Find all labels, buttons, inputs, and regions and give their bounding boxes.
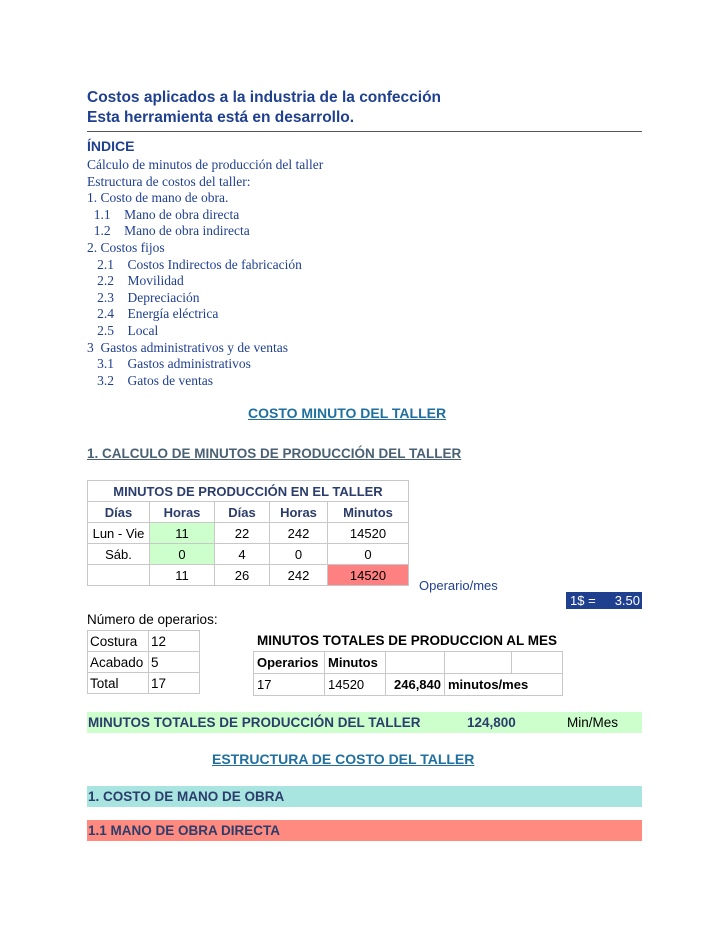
table-row <box>88 673 200 694</box>
table-row <box>254 652 563 674</box>
section-costo-minuto: COSTO MINUTO DEL TALLER <box>248 405 447 421</box>
table-row <box>88 544 409 565</box>
index-item[interactable]: 1. Costo de mano de obra. <box>87 190 229 206</box>
table-row <box>88 565 409 586</box>
table-row <box>254 674 563 696</box>
table-cell[interactable]: 14520 <box>328 565 409 586</box>
mano-obra-label: 1. COSTO DE MANO DE OBRA <box>88 789 285 804</box>
index-item[interactable]: 3.2 Gatos de ventas <box>87 372 213 388</box>
header-divider <box>87 131 642 132</box>
table-cell[interactable]: 0 <box>150 544 215 565</box>
table-cell[interactable]: 242 <box>270 523 328 544</box>
table-cell[interactable] <box>88 565 150 586</box>
table-row <box>88 523 409 544</box>
mano-obra-directa-label: 1.1 MANO DE OBRA DIRECTA <box>88 823 281 838</box>
index-heading: ÍNDICE <box>87 138 135 154</box>
table-cell[interactable]: 242 <box>270 565 328 586</box>
column-header: Minutos <box>328 502 409 523</box>
monthly-minutes-title: MINUTOS TOTALES DE PRODUCCION AL MES <box>257 633 558 648</box>
index-item[interactable]: 2.1 Costos Indirectos de fabricación <box>87 256 302 272</box>
table-cell[interactable]: 17 <box>149 673 200 694</box>
table-cell[interactable]: Costura <box>88 631 149 652</box>
table-cell[interactable]: Lun - Vie <box>88 523 150 544</box>
exchange-label: 1$ = <box>570 593 596 608</box>
index-item[interactable]: 2.3 Depreciación <box>87 289 200 305</box>
index-item[interactable]: 1.2 Mano de obra indirecta <box>87 223 250 239</box>
production-minutes-table <box>87 480 409 586</box>
column-header: Horas <box>270 502 328 523</box>
index-list <box>87 157 323 389</box>
exchange-rate-cell[interactable] <box>566 592 642 609</box>
table-cell[interactable]: 26 <box>215 565 270 586</box>
column-header: Horas <box>150 502 215 523</box>
index-item[interactable]: 2. Costos fijos <box>87 239 165 255</box>
operario-mes-note: Operario/mes <box>419 578 498 593</box>
total-minutes-band <box>87 712 642 733</box>
table-cell[interactable]: minutos/mes <box>445 674 563 696</box>
operators-table <box>87 630 200 694</box>
index-item[interactable]: 2.4 Energía eléctrica <box>87 306 219 322</box>
table-cell[interactable] <box>386 652 445 674</box>
column-header: Días <box>88 502 150 523</box>
total-minutes-label: MINUTOS TOTALES DE PRODUCCIÓN DEL TALLER <box>88 715 421 730</box>
table-cell[interactable]: 22 <box>215 523 270 544</box>
exchange-value: 3.50 <box>614 593 640 608</box>
table-cell[interactable]: 5 <box>149 652 200 673</box>
table-cell[interactable]: 0 <box>328 544 409 565</box>
table-cell[interactable]: Acabado <box>88 652 149 673</box>
index-item[interactable]: 1.1 Mano de obra directa <box>87 206 240 222</box>
index-item[interactable]: 3 Gastos administrativos y de ventas <box>87 339 288 355</box>
table-cell[interactable]: 11 <box>150 565 215 586</box>
table-cell[interactable]: 246,840 <box>386 674 445 696</box>
document-subtitle: Esta herramienta está en desarrollo. <box>87 109 355 126</box>
table-cell[interactable]: 11 <box>150 523 215 544</box>
table-cell[interactable]: 14520 <box>328 523 409 544</box>
mano-obra-directa-band <box>87 820 642 841</box>
table-cell[interactable] <box>512 652 563 674</box>
column-header: Días <box>215 502 270 523</box>
index-item[interactable]: 2.5 Local <box>87 322 159 338</box>
table-cell[interactable]: 17 <box>254 674 325 696</box>
document-title: Costos aplicados a la industria de la confección <box>87 89 442 106</box>
operators-label: Número de operarios: <box>87 612 218 627</box>
mano-obra-band <box>87 786 642 807</box>
index-item[interactable]: Estructura de costos del taller: <box>87 173 251 189</box>
column-header: Operarios <box>254 652 325 674</box>
section-calculo-minutos: 1. CALCULO DE MINUTOS DE PRODUCCIÓN DEL TALLER <box>87 446 462 461</box>
table-row <box>88 652 200 673</box>
production-table-title: MINUTOS DE PRODUCCIÓN EN EL TALLER <box>88 481 409 502</box>
total-minutes-unit: Min/Mes <box>567 715 619 730</box>
table-cell[interactable]: Sáb. <box>88 544 150 565</box>
table-cell[interactable]: 14520 <box>325 674 386 696</box>
index-item[interactable]: 2.2 Movilidad <box>87 273 184 289</box>
index-item[interactable]: 3.1 Gastos administrativos <box>87 356 251 372</box>
table-row <box>88 631 200 652</box>
table-cell[interactable]: Total <box>88 673 149 694</box>
total-minutes-value[interactable]: 124,800 <box>467 715 516 730</box>
table-cell[interactable]: 12 <box>149 631 200 652</box>
table-cell[interactable]: 4 <box>215 544 270 565</box>
index-item[interactable]: Cálculo de minutos de producción del taller <box>87 157 324 172</box>
section-estructura: ESTRUCTURA DE COSTO DEL TALLER <box>212 751 475 767</box>
table-cell[interactable] <box>445 652 512 674</box>
monthly-minutes-table <box>253 651 563 696</box>
column-header: Minutos <box>325 652 386 674</box>
table-cell[interactable]: 0 <box>270 544 328 565</box>
